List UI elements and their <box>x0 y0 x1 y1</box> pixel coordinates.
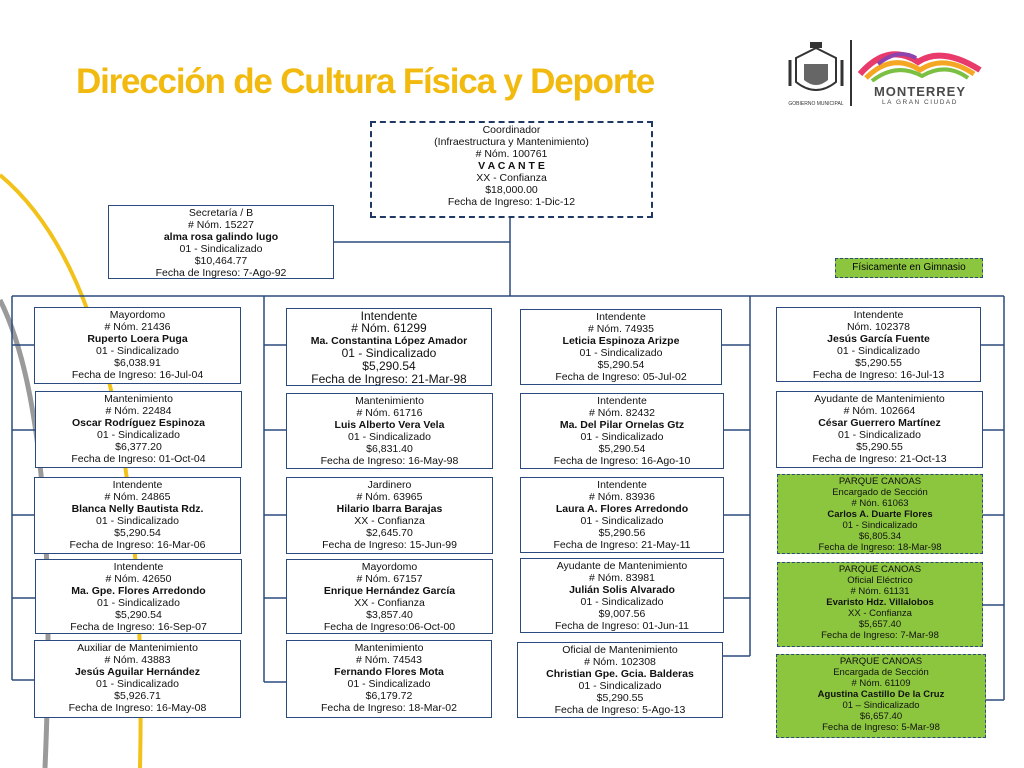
box-line: Fecha de Ingreso: 1-Dic-12 <box>447 196 576 208</box>
monterrey-mountains-icon <box>858 40 982 82</box>
box-line: Fecha de Ingreso: 01-Jun-11 <box>554 620 690 632</box>
box-line: # Nóm. 102664 <box>843 405 916 417</box>
box-line: (Infraestructura y Mantenimiento) <box>434 136 589 148</box>
box-line: Fecha de Ingreso: 16-Mar-06 <box>69 539 206 551</box>
municipal-label: GOBIERNO MUNICIPAL <box>788 101 844 107</box>
box-line: Hilario Ibarra Barajas <box>336 503 443 515</box>
box-line: Ayudante de Mantenimiento <box>556 560 688 572</box>
box-line: 01 - Sindicalizado <box>96 678 179 690</box>
box-line: 01 - Sindicalizado <box>580 596 664 608</box>
box-line: Jesús García Fuente <box>827 333 930 345</box>
secretary-box <box>108 205 334 279</box>
box-line: Ayudante de Mantenimiento <box>814 393 945 405</box>
box-line: # Nóm. 67157 <box>356 573 423 585</box>
box-line: $5,657.40 <box>858 619 902 630</box>
box-line: XX - Confianza <box>354 597 425 609</box>
box-line: Mantenimiento <box>355 395 424 407</box>
box-line: Fecha de Ingreso: 18-Mar-02 <box>321 702 457 714</box>
box-line: XX - Confianza <box>848 608 912 619</box>
box-line: Fecha de Ingreso: 16-Jul-13 <box>812 369 945 381</box>
employee-box <box>286 559 493 634</box>
box-line: # Nóm. 21436 <box>104 321 171 333</box>
box-line: # Nóm. 61131 <box>850 586 910 597</box>
employee-box <box>286 393 493 469</box>
box-line: $6,038.91 <box>114 357 161 369</box>
box-line: # Nóm. 24865 <box>104 491 171 503</box>
box-line: # Nóm. 100761 <box>475 148 548 160</box>
box-line: # Nóm. 82432 <box>589 407 655 419</box>
box-line: Fecha de Ingreso: 21-Oct-13 <box>812 453 947 465</box>
box-line: Fecha de Ingreso: 21-Mar-98 <box>311 372 467 386</box>
employee-box <box>35 391 242 468</box>
box-line: Oficial Eléctrico <box>847 575 913 586</box>
box-line: 01 – Sindicalizado <box>842 700 920 711</box>
box-line: Fernando Flores Mota <box>334 666 444 678</box>
box-line: $5,290.55 <box>856 441 903 453</box>
box-line: PARQUE CANOAS <box>838 564 922 575</box>
box-line: Evaristo Hdz. Villalobos <box>826 597 934 608</box>
box-line: # Nóm. 61299 <box>351 321 427 335</box>
box-line: $5,290.54 <box>362 359 416 373</box>
box-line: Fecha de Ingreso:06-Oct-00 <box>323 621 456 633</box>
box-line: Christian Gpe. Gcia. Balderas <box>546 668 694 680</box>
box-line: Fecha de Ingreso: 16-May-98 <box>320 455 459 467</box>
box-line: $3,857.40 <box>366 609 413 621</box>
box-line: Julián Solis Alvarado <box>569 584 675 596</box>
box-line: $9,007.56 <box>598 608 646 620</box>
box-line: 01 - Sindicalizado <box>97 597 180 609</box>
box-line: Intendente <box>597 395 647 407</box>
box-line: $5,290.56 <box>598 527 646 539</box>
box-line: 01 - Sindicalizado <box>580 515 664 527</box>
box-line: Agustina Castillo De la Cruz <box>817 689 945 700</box>
box-line: Mantenimiento <box>104 393 173 405</box>
box-line: 01 - Sindicalizado <box>837 345 920 357</box>
parque-canoas-box <box>777 562 983 647</box>
box-line: Oficial de Mantenimiento <box>562 644 678 656</box>
box-line: Ruperto Loera Puga <box>87 333 188 345</box>
box-line: Intendente <box>596 311 646 323</box>
employee-box <box>286 308 492 386</box>
employee-box <box>776 391 983 468</box>
box-line: 01 - Sindicalizado <box>347 678 431 690</box>
box-line: Encargada de Sección <box>833 667 929 678</box>
parque-canoas-box <box>776 654 986 738</box>
box-line: $5,290.54 <box>598 443 646 455</box>
box-line: $6,831.40 <box>366 443 413 455</box>
box-line: Enrique Hernández García <box>323 585 456 597</box>
employee-box <box>520 309 722 385</box>
box-line: Intendente <box>853 309 904 321</box>
box-line: $5,290.54 <box>114 527 161 539</box>
box-line: Laura A. Flores Arredondo <box>555 503 689 515</box>
box-line: 01 - Sindicalizado <box>838 429 921 441</box>
box-line: 01 - Sindicalizado <box>348 431 431 443</box>
box-line: Encargado de Sección <box>832 487 928 498</box>
box-line: Fecha de Ingreso: 16-Ago-10 <box>553 455 691 467</box>
box-line: Fecha de Ingreso: 16-May-08 <box>68 702 207 714</box>
box-line: Nóm. 102378 <box>846 321 911 333</box>
box-line: 01 - Sindicalizado <box>96 515 179 527</box>
employee-box <box>520 477 724 553</box>
box-line: Ma. Gpe. Flores Arredondo <box>71 585 206 597</box>
box-line: 01 - Sindicalizado <box>578 680 662 692</box>
box-line: Fecha de Ingreso: 5-Ago-13 <box>554 704 686 716</box>
box-line: # Nóm. 15227 <box>188 219 254 231</box>
box-line: $6,805.34 <box>858 531 902 542</box>
box-line: $6,377.20 <box>115 441 162 453</box>
box-line: Fecha de Ingreso: 21-May-11 <box>553 539 691 551</box>
box-line: Fecha de Ingreso: 01-Oct-04 <box>71 453 206 465</box>
box-line: 01 - Sindicalizado <box>580 431 664 443</box>
box-line: Fecha de Ingreso: 7-Mar-98 <box>821 630 939 641</box>
box-line: # Nóm. 61109 <box>851 678 911 689</box>
box-line: Carlos A. Duarte Flores <box>827 509 933 520</box>
box-line: $5,290.54 <box>115 609 162 621</box>
box-line: # Nón. 61063 <box>851 498 909 509</box>
box-line: # Nóm. 74543 <box>356 654 422 666</box>
box-line: Blanca Nelly Bautista Rdz. <box>71 503 204 515</box>
gym-note: Físicamente en Gimnasio <box>835 258 983 278</box>
box-line: # Nóm. 63965 <box>356 491 423 503</box>
box-line: Jesús Aguilar Hernández <box>74 666 201 678</box>
box-line: # Nóm. 102308 <box>584 656 656 668</box>
box-line: Luis Alberto Vera Vela <box>334 419 445 431</box>
box-line: # Nóm. 61716 <box>356 407 423 419</box>
box-line: # Nóm. 43883 <box>104 654 171 666</box>
box-line: César Guerrero Martínez <box>818 417 941 429</box>
box-line: Coordinador <box>482 124 541 136</box>
logo-divider <box>850 40 852 106</box>
box-line: # Nóm. 83936 <box>589 491 655 503</box>
employee-box <box>517 642 723 718</box>
box-line: PARQUE CANOAS <box>839 656 923 667</box>
employee-box <box>520 558 724 633</box>
box-line: Intendente <box>113 561 164 573</box>
box-line: Fecha de Ingreso: 05-Jul-02 <box>555 371 687 383</box>
employee-box <box>34 307 241 384</box>
box-line: # Nóm. 42650 <box>105 573 172 585</box>
box-line: Secretaría / B <box>188 207 254 219</box>
box-line: Fecha de Ingreso: 7-Ago-92 <box>155 267 287 279</box>
box-line: 01 - Sindicalizado <box>842 520 918 531</box>
box-line: Oscar Rodríguez Espinoza <box>71 417 206 429</box>
box-line: XX - Confianza <box>354 515 425 527</box>
box-line: $5,290.55 <box>855 357 902 369</box>
box-line: $2,645.70 <box>366 527 413 539</box>
page-title: Dirección de Cultura Física y Deporte <box>76 62 654 101</box>
box-line: # Nóm. 22484 <box>105 405 172 417</box>
employee-box <box>776 307 981 382</box>
box-line: XX - Confianza <box>476 172 547 184</box>
box-line: $6,179.72 <box>365 690 413 702</box>
box-line: Intendente <box>597 479 647 491</box>
employee-box <box>286 640 492 718</box>
box-line: $5,926.71 <box>114 690 161 702</box>
box-line: Ma. Del Pilar Ornelas Gtz <box>559 419 685 431</box>
box-line: 01 - Sindicalizado <box>579 347 663 359</box>
box-line: Ma. Constantina López Amador <box>310 335 468 347</box>
box-line: Leticia Espinoza Arizpe <box>562 335 680 347</box>
box-line: Fecha de Ingreso: 16-Sep-07 <box>70 621 207 633</box>
parque-canoas-box <box>777 474 983 554</box>
box-line: # Nóm. 83981 <box>589 572 655 584</box>
box-line: $18,000.00 <box>485 184 538 196</box>
box-line: $6,657.40 <box>859 711 903 722</box>
employee-box <box>34 477 241 554</box>
box-line: Mayordomo <box>361 561 418 573</box>
box-line: Fecha de Ingreso: 16-Jul-04 <box>71 369 204 381</box>
box-line: Intendente <box>112 479 163 491</box>
box-line: Mayordomo <box>109 309 166 321</box>
box-line: Intendente <box>360 309 418 323</box>
box-line: Jardinero <box>367 479 412 491</box>
employee-box <box>34 640 241 718</box>
box-line: Auxiliar de Mantenimiento <box>77 642 198 654</box>
box-line: # Nóm. 74935 <box>588 323 654 335</box>
box-line: alma rosa galindo lugo <box>163 231 279 243</box>
box-line: $10,464.77 <box>194 255 248 267</box>
coordinator-box <box>370 121 653 218</box>
employee-box <box>35 559 242 634</box>
box-line: $5,290.55 <box>596 692 644 704</box>
box-line: V A C A N T E <box>478 160 545 172</box>
box-line: 01 - Sindicalizado <box>179 243 263 255</box>
box-line: PARQUE CANOAS <box>838 476 922 487</box>
box-line: Mantenimiento <box>354 642 424 654</box>
employee-box <box>286 477 493 554</box>
box-line: 01 - Sindicalizado <box>97 429 180 441</box>
city-slogan: LA GRAN CIUDAD <box>882 99 958 106</box>
employee-box <box>520 393 724 469</box>
municipal-seal-icon <box>786 40 846 108</box>
city-name: MONTERREY <box>873 84 967 99</box>
box-line: $5,290.54 <box>597 359 645 371</box>
box-line: 01 - Sindicalizado <box>96 345 179 357</box>
box-line: Fecha de Ingreso: 15-Jun-99 <box>322 539 457 551</box>
box-line: Fecha de Ingreso: 5-Mar-98 <box>822 722 940 733</box>
box-line: Fecha de Ingreso: 18-Mar-98 <box>818 542 942 553</box>
box-line: 01 - Sindicalizado <box>341 346 437 360</box>
